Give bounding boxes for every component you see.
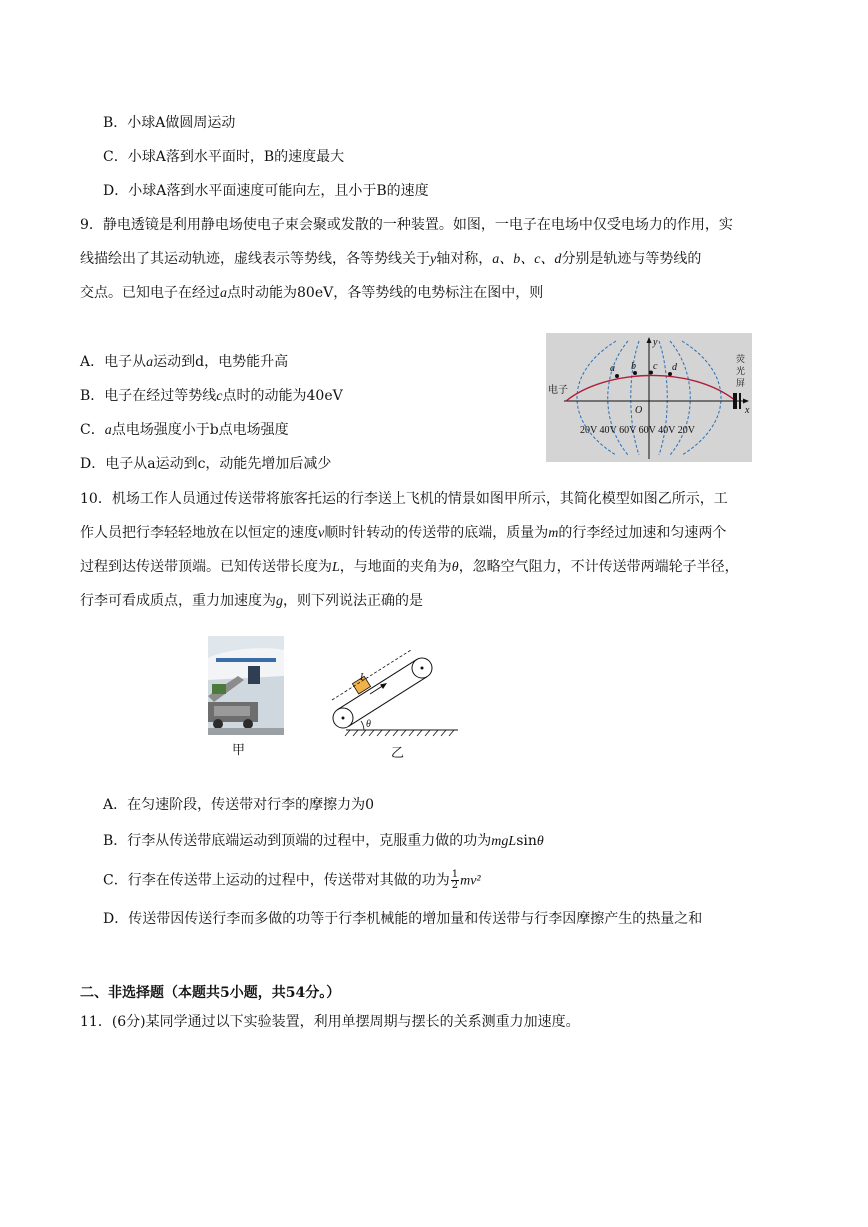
q9-option-c: C．a点电场强度小于b点电场强度 — [80, 422, 289, 438]
q8-option-b: B．小球A做圆周运动 — [103, 115, 236, 131]
svg-text:θ: θ — [366, 719, 371, 730]
svg-text:c: c — [653, 361, 658, 372]
q9-stem-line3: 交点。已知电子在经过a点时动能为80eV，各等势线的电势标注在图中，则 — [80, 285, 544, 301]
q10-option-d: D．传送带因传送行李而多做的功等于行李机械能的增加量和传送带与行李因摩擦产生的热量之和 — [103, 911, 703, 927]
q11-stem: 11．(6分)某同学通过以下实验装置，利用单摆周期与摆长的关系测重力加速度。 — [80, 1014, 580, 1030]
q10-option-b: B．行李从传送带底端运动到顶端的过程中，克服重力做的功为mgLsinθ — [103, 833, 544, 849]
svg-text:L: L — [360, 672, 366, 683]
q9-stem-line1: 9．静电透镜是利用静电场使电子束会聚或发散的一种装置。如图，一电子在电场中仅受电场力的作用，实 — [80, 217, 733, 233]
svg-text:y: y — [653, 337, 658, 348]
svg-text:x: x — [745, 405, 750, 416]
q9-option-a: A．电子从a运动到d，电势能升高 — [80, 354, 289, 370]
q8-option-d: D．小球A落到水平面速度可能向左，且小于B的速度 — [103, 183, 429, 199]
q10-stem-line1: 10．机场工作人员通过传送带将旅客托运的行李送上飞机的情景如图甲所示，其简化模型如图乙所示，工 — [80, 491, 728, 507]
q10-stem-line2: 作人员把行李轻轻地放在以恒定的速度v顺时针转动的传送带的底端，质量为m的行李经过加速和匀速两个 — [80, 525, 727, 541]
q8-option-c: C．小球A落到水平面时，B的速度最大 — [103, 149, 345, 165]
section-2-title: 二、非选择题（本题共5小题，共54分。） — [80, 985, 341, 1001]
conveyor-belt-diagram — [318, 650, 463, 742]
q10-stem-line4: 行李可看成质点，重力加速度为g，则下列说法正确的是 — [80, 593, 423, 609]
svg-text:屏: 屏 — [736, 379, 746, 389]
caption-yi: 乙 — [391, 746, 405, 761]
q10-option-a: A．在匀速阶段，传送带对行李的摩擦力为0 — [103, 797, 375, 813]
electrostatic-lens-figure — [546, 333, 752, 462]
caption-jia: 甲 — [232, 743, 246, 758]
airport-conveyor-photo — [208, 636, 284, 735]
q9-option-b: B．电子在经过等势线c点时的动能为40eV — [80, 388, 343, 404]
q9-stem-line2: 线描绘出了其运动轨迹，虚线表示等势线，各等势线关于y轴对称，a、b、c、d分别是轨迹与等势线的 — [80, 251, 702, 267]
svg-text:d: d — [672, 362, 677, 373]
svg-text:b: b — [631, 361, 636, 372]
svg-text:电子: 电子 — [548, 385, 568, 396]
svg-text:O: O — [635, 405, 643, 416]
svg-text:荧: 荧 — [736, 355, 746, 365]
q10-stem-line3: 过程到达传送带顶端。已知传送带长度为L，与地面的夹角为θ，忽略空气阻力，不计传送带两端轮子半径， — [80, 559, 739, 575]
svg-text:光: 光 — [736, 367, 746, 377]
svg-text:20V 40V 60V 60V 40V 20V: 20V 40V 60V 60V 40V 20V — [580, 425, 695, 436]
q9-option-d: D．电子从a运动到c，动能先增加后减少 — [80, 456, 332, 472]
q10-option-c: C．行李在传送带上运动的过程中，传送带对其做的功为 $\frac{1}{2}$ mv² — [103, 869, 481, 891]
svg-text:a: a — [610, 363, 615, 374]
fluorescent-screen — [733, 393, 737, 409]
one-half-fraction: $\frac{1}{2}$ — [451, 869, 459, 891]
